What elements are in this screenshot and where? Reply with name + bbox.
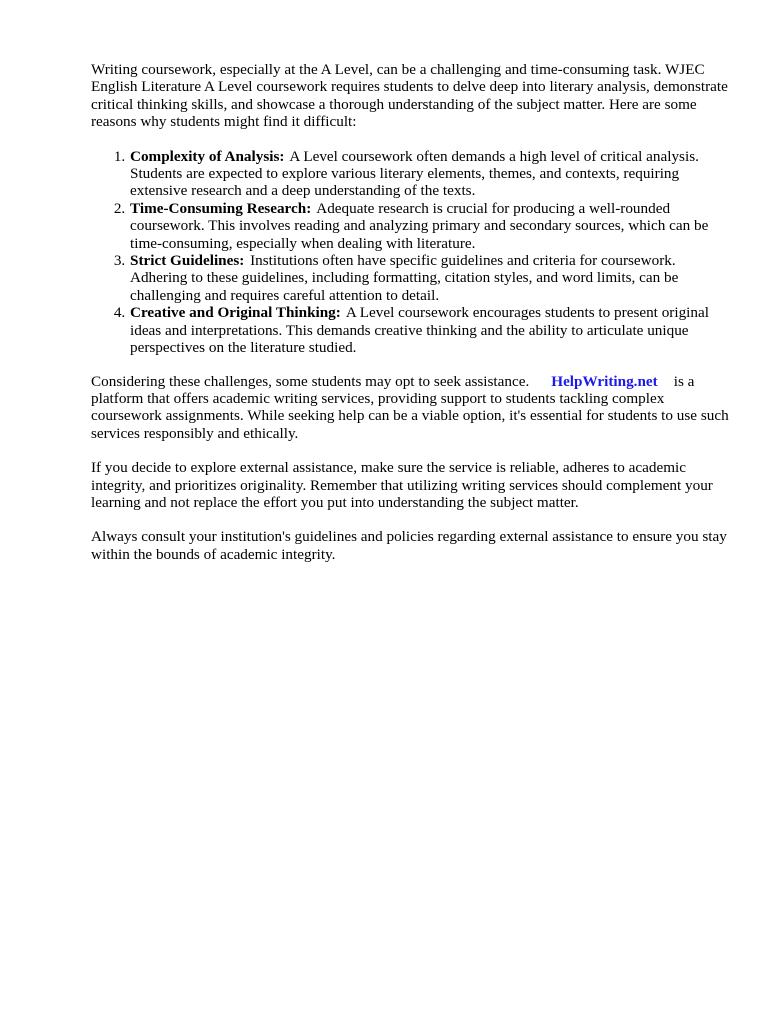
reason-term: Creative and Original Thinking: [130,304,341,322]
reason-term: Complexity of Analysis: [130,147,285,165]
intro-paragraph: Writing coursework, especially at the A Level, can be a challenging and time-consuming task. WJEC English Literature A Level coursework requires students to delve deep into literary analysis, demonstrate critical thinking skills, and showcase a thorough understanding of the subject matter. Here are some reasons why students might find it difficult: [91,61,728,131]
list-item [129,148,731,200]
reason-text: A Level coursework often demands a high level of critical analysis. Students are expected to explore various literary elements, themes, and contexts, requiring extensive research and a deep understanding of the texts. [130,147,699,200]
assistance-paragraph [91,373,731,443]
reasons-list [91,148,731,357]
assistance-text-after: is a platform that offers academic writing services, providing support to students tackling complex coursework assignments. While seeking help can be a viable option, it's essential for students to use such services responsibly and ethically. [91,372,729,442]
helpwriting-link[interactable]: HelpWriting.net [551,372,658,390]
reason-text: Institutions often have specific guidelines and criteria for coursework. Adhering to these guidelines, including formatting, citation styles, and word limits, can be challenging and requires careful attention to detail. [130,252,679,304]
reason-term: Strict Guidelines: [130,252,245,270]
reason-text: A Level coursework encourages students to present original ideas and interpretations. This demands creative thinking and the ability to articulate unique perspectives on the literature studied. [130,304,709,357]
external-assistance-paragraph: If you decide to explore external assistance, make sure the service is reliable, adheres to academic integrity, and prioritizes originality. Remember that utilizing writing services should complement your learning and not replace the effort you put into understanding the subject matter. [91,459,713,511]
list-item [129,252,731,304]
closing-paragraph: Always consult your institution's guidelines and policies regarding external assistance to ensure you stay within the bounds of academic integrity. [91,528,727,563]
list-item [129,200,731,252]
reason-term: Time-Consuming Research: [130,199,312,217]
list-item [129,304,731,356]
document-page [91,61,731,580]
reason-text: Adequate research is crucial for producing a well-rounded coursework. This involves reading and analyzing primary and secondary sources, which can be time-consuming, especially when dealing with literature. [130,199,709,252]
assistance-text-before: Considering these challenges, some students may opt to seek assistance. [91,372,530,390]
